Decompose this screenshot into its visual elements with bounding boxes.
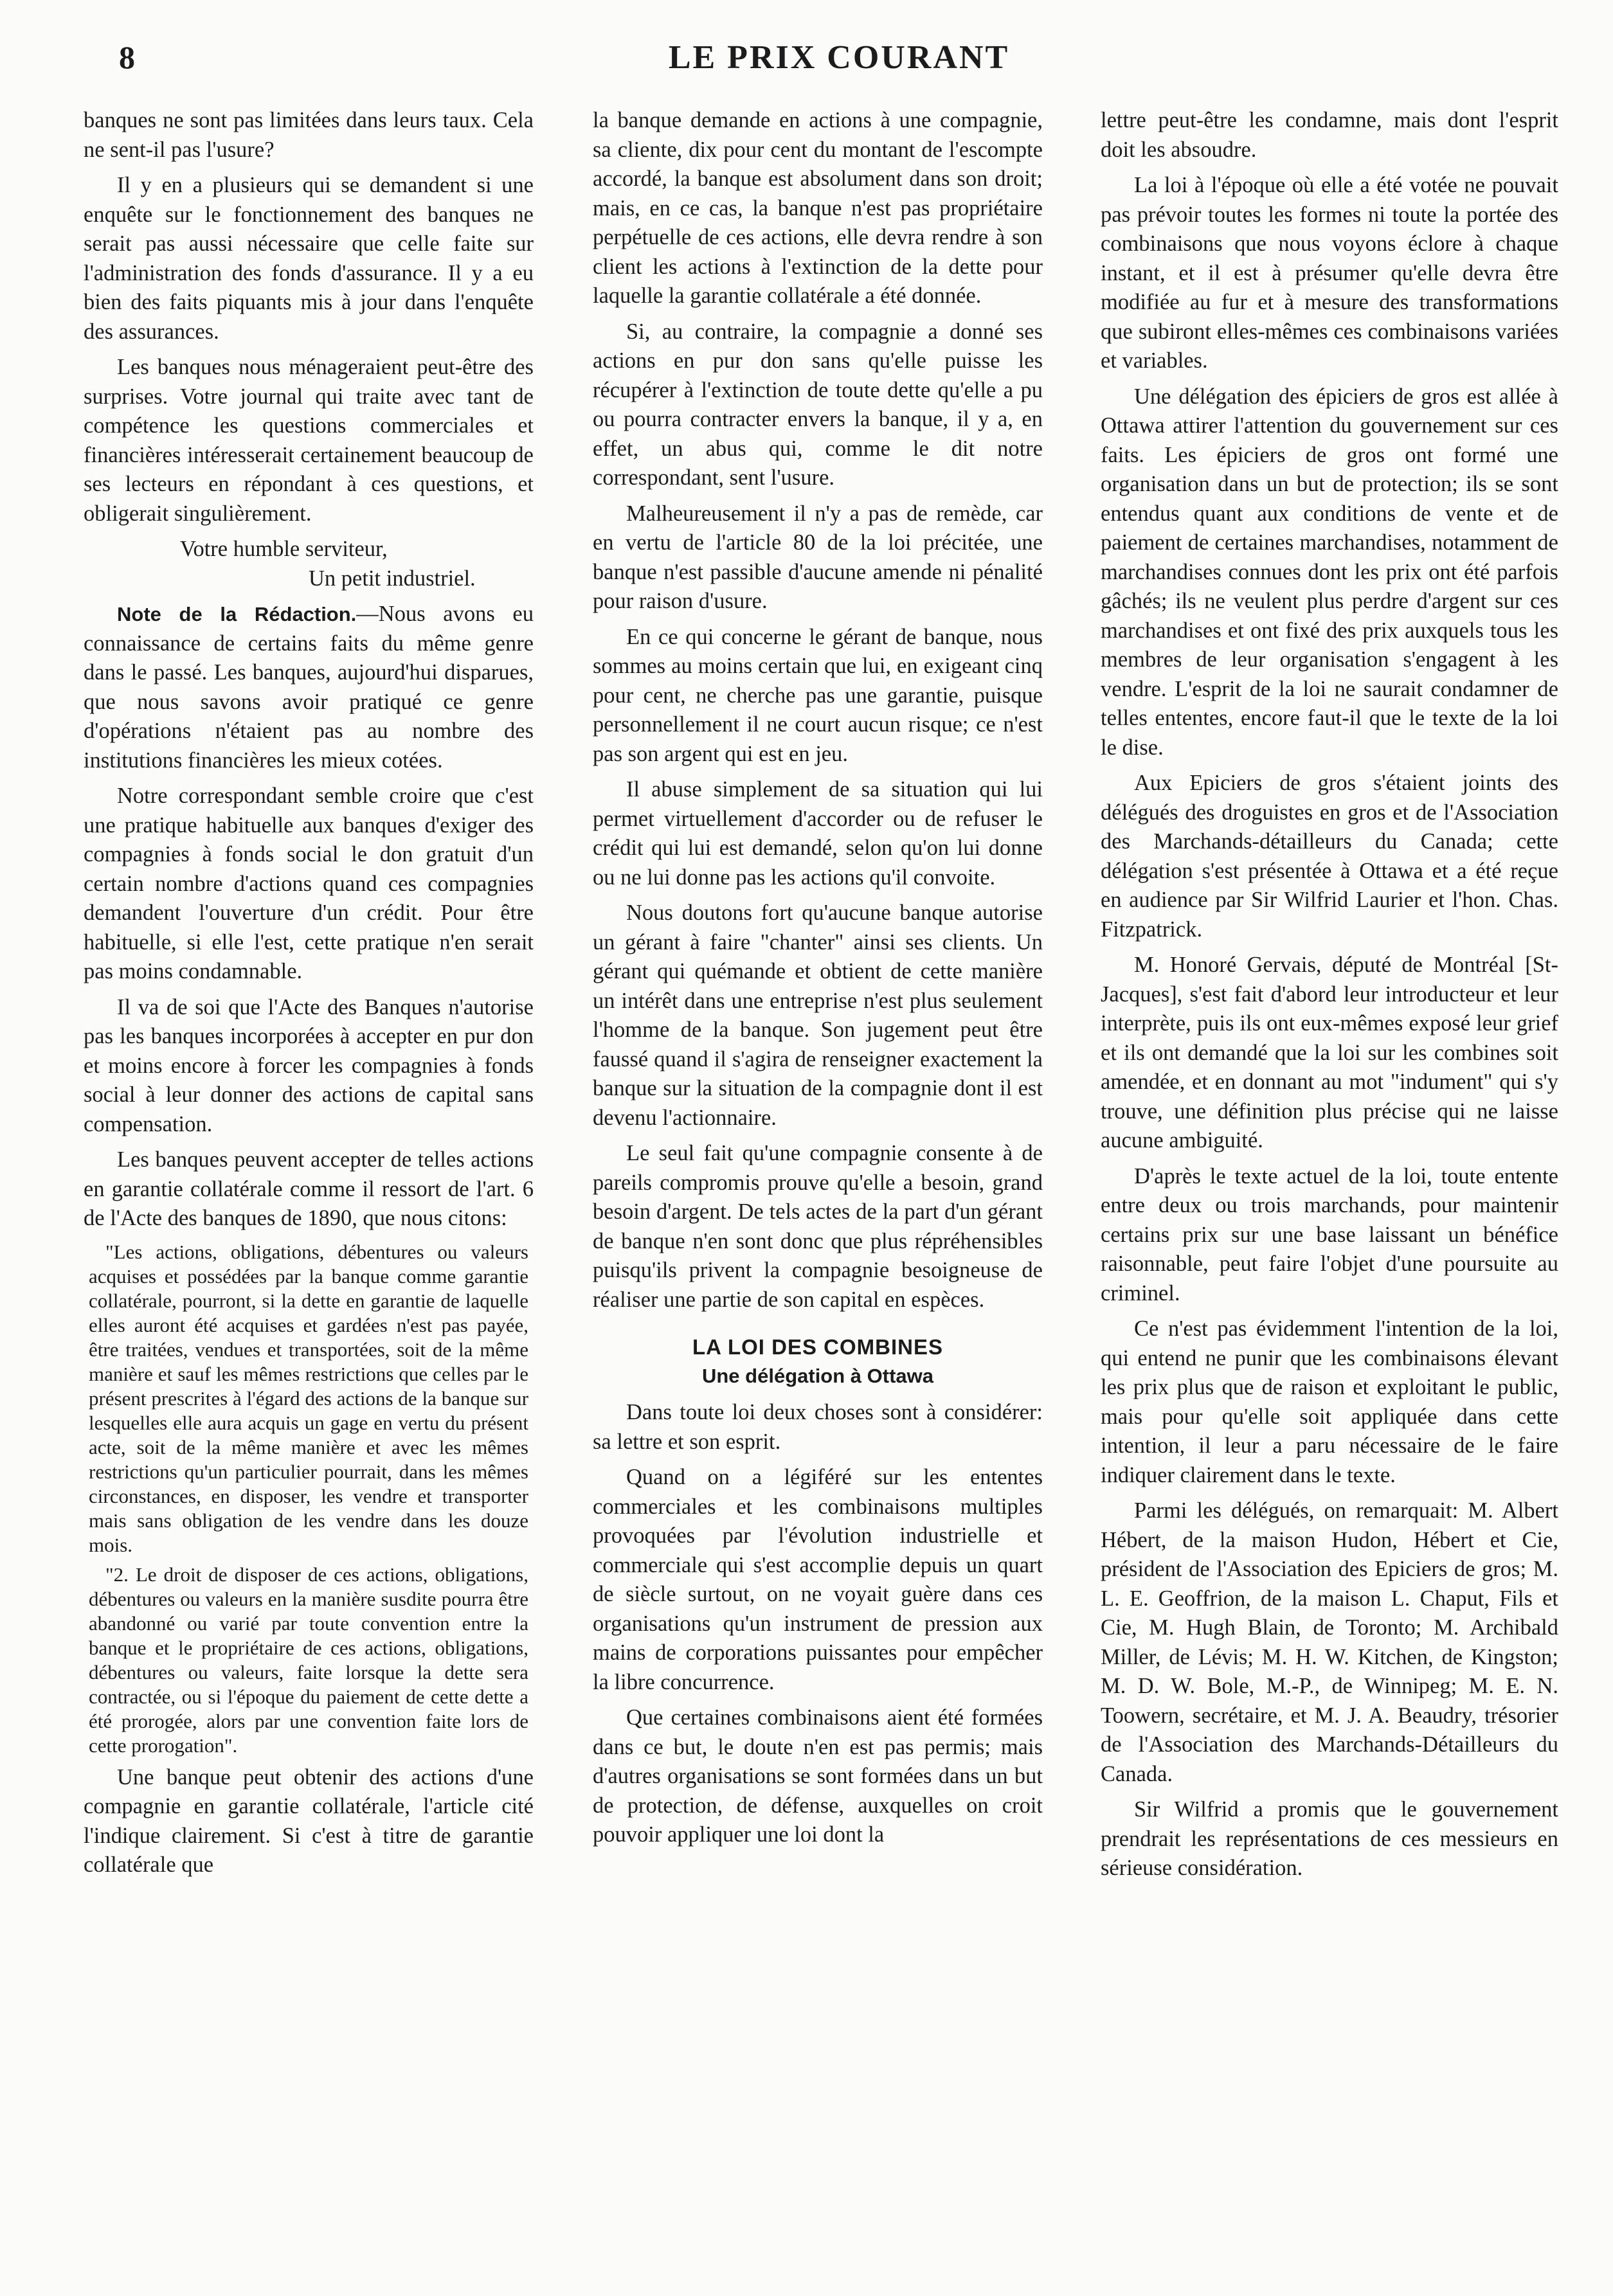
letter-closing: Votre humble serviteur, xyxy=(180,537,388,561)
law-quote: "Les actions, obligations, débentures ou valeurs acquises et possédées par la banque comme garantie collatérale, pourront, si la dette en garantie de laquelle elles auront été acquises et gardées n'est pas payée, être traitées, vendues et transportées, soit de la même manière et sauf les mêmes restrictions que celles par le présent prescrites à l'égard des actions de la banque sur lesquelles elle aura acquis un gage en vertu du présent acte, soit de la même manière et avec les mêmes restrictions qu'un particulier pourrait, dans les mêmes circonstances, en disposer, les vendre et transporter mais sans obligation de les vendre dans les douze mois. xyxy=(89,1240,528,1556)
paragraph: D'après le texte actuel de la loi, toute entente entre deux ou trois marchands, pour maintenir certains prix sur une base laissant un bénéfice raisonnable, peut faire l'objet d'une poursuite au criminel. xyxy=(1101,1163,1558,1305)
running-title: LE PRIX COURANT xyxy=(668,39,1010,76)
section-title: LA LOI DES COMBINES xyxy=(692,1335,943,1359)
law-quote: "2. Le droit de disposer de ces actions, obligations, débentures ou valeurs en la manière susdite pourra être abandonné ou varié par toute convention entre la banque et le propriétaire de ces actions, obligations, débentures ou valeurs, faite lorsque la dette sera contractée, ou si l'époque du paiement de cette dette a été prorogée, alors par une convention faite lors de cette prorogation". xyxy=(89,1563,528,1757)
column-3 xyxy=(1101,106,1558,2266)
paragraph: Les banques nous ménageraient peut-être des surprises. Votre journal qui traite avec tant de compétence les questions commerciales et financières intéresserait certainement beaucoup de ses lecteurs en répondant à ces questions, et obligerait singulièrement. xyxy=(84,355,534,526)
column-1 xyxy=(84,106,534,2266)
paragraph: la banque demande en actions à une compagnie, sa cliente, dix pour cent du montant de l'escompte accordé, la banque est absolument dans son droit; mais, en ce cas, la banque n'est pas propriétaire perpétuelle de ces actions, elle devra rendre à son client les actions à l'extinction de la dette pour laquelle la garantie collatérale a été donnée. xyxy=(593,108,1043,308)
section-subtitle: Une délégation à Ottawa xyxy=(701,1365,933,1387)
page-number: 8 xyxy=(119,39,135,75)
paragraph: Une délégation des épiciers de gros est allée à Ottawa attirer l'attention du gouvernement sur ces faits. Les épiciers de gros ont formé une organisation dans un but de protection; ils se sont entendus quant aux conditions de vente et de paiement de certaines marchandises, notamment de marchandises connues dont les prix ont été parfois gâchés; ils ne veulent plus perdre d'argent sur ces marchandises et ont fixé des prix auxquels tous les membres de leur organisation s'engagent à les vendre. L'esprit de la loi ne saurait condamner de telles ententes, encore faut-il que le texte de la loi le dise. xyxy=(1101,384,1558,760)
paragraph: banques ne sont pas limitées dans leurs taux. Cela ne sent-il pas l'usure? xyxy=(84,108,534,162)
column-2 xyxy=(593,106,1043,2266)
editor-note-label: Note de la Rédaction. xyxy=(117,603,357,625)
paragraph: Il abuse simplement de sa situation qui lui permet virtuellement d'accorder ou de refuser le crédit qui lui est demandé, selon qu'on lui donne ou ne lui donne pas les actions qu'il convoite. xyxy=(593,777,1043,890)
paragraph: M. Honoré Gervais, député de Montréal [St-Jacques], s'est fait d'abord leur introducteur et leur interprète, puis ils ont eux-mêmes exposé leur grief et ils ont demandé que la loi sur les combines soit amendée, et en donnant au mot "indument" qui s'y trouve, une définition plus précise qui ne laisse aucune ambiguité. xyxy=(1101,953,1558,1152)
paragraph: Nous doutons fort qu'aucune banque autorise un gérant à faire "chanter" ainsi ses clients. Un gérant qui quémande et obtient de cette manière un intérêt dans une entreprise n'est plus seulement l'homme de la banque. Son jugement peut être faussé quand il s'agira de renseigner exactement la banque sur la situation de la compagnie dont il est devenu l'actionnaire. xyxy=(593,901,1043,1130)
page-header xyxy=(119,33,1559,85)
paragraph: Parmi les délégués, on remarquait: M. Albert Hébert, de la maison Hudon, Hébert et Cie, président de l'Association des Epiciers de gros; M. L. E. Geoffrion, de la maison L. Chaput, Fils et Cie, M. Hugh Blain, de Toronto; M. Archibald Miller, de Lévis; M. H. W. Kitchen, de Kingston; M. D. W. Bole, M.-P., de Winnipeg; M. E. N. Toowern, secrétaire, et M. J. A. Beaudry, trésorier de l'Association des Marchands-Détailleurs du Canada. xyxy=(1101,1498,1558,1786)
paragraph: Les banques peuvent accepter de telles actions en garantie collatérale comme il ressort de l'art. 6 de l'Acte des banques de 1890, que nous citons: xyxy=(84,1147,534,1230)
paragraph: lettre peut-être les condamne, mais dont l'esprit doit les absoudre. xyxy=(1101,108,1558,162)
paragraph: Notre correspondant semble croire que c'est une pratique habituelle aux banques d'exiger des compagnies à fonds social le don gratuit d'un certain nombre d'actions quand ces compagnies demandent l'ouverture d'un crédit. Pour être habituelle, si elle l'est, cette pratique n'en serait pas moins condamnable. xyxy=(84,784,534,983)
paragraph: Aux Epiciers de gros s'étaient joints des délégués des droguistes en gros et de l'Association des Marchands-détailleurs du Canada; cette délégation s'est présentée à Ottawa et a été reçue en audience par Sir Wilfrid Laurier et l'hon. Chas. Fitzpatrick. xyxy=(1101,771,1558,942)
paragraph: En ce qui concerne le gérant de banque, nous sommes au moins certain que lui, en exigeant cinq pour cent, ne cherche pas une garantie, puisque personnellement il ne court aucun risque; ce n'est pas son argent qui est en jeu. xyxy=(593,624,1043,766)
paragraph: Si, au contraire, la compagnie a donné ses actions en pur don sans qu'elle puisse les récupérer à l'extinction de toute dette qu'elle a pu ou pourra contracter envers la banque, il y a, en effet, un abus qui, comme le dit notre correspondant, sent l'usure. xyxy=(593,319,1043,490)
paragraph: Ce n'est pas évidemment l'intention de la loi, qui entend ne punir que les combinaisons élevant les prix plus que de raison et exploitant le public, mais pour qu'elle soit appliquée dans cette intention, il leur a paru nécessaire de le faire indiquer clairement dans le texte. xyxy=(1101,1316,1558,1487)
paragraph: Malheureusement il n'y a pas de remède, car en vertu de l'article 80 de la loi précitée, une banque n'est passible d'aucune amende ni pénalité pour raison d'usure. xyxy=(593,501,1043,613)
paragraph: Il y en a plusieurs qui se demandent si une enquête sur le fonctionnement des banques ne serait pas aussi nécessaire que celle faite sur l'administration des fonds d'assurance. Il y a eu bien des faits piquants mis à jour dans l'enquête des assurances. xyxy=(84,173,534,344)
editor-note-text: —Nous avons eu connaissance de certains faits du même genre dans le passé. Les banques, aujourd'hui disparues, que nous savons avoir pratiqué ce genre d'opérations n'étaient pas au nombre des institutions financières les mieux cotées. xyxy=(84,602,534,773)
paragraph: Sir Wilfrid a promis que le gouvernement prendrait les représentations de ces messieurs en sérieuse considération. xyxy=(1101,1797,1558,1880)
paragraph: Il va de soi que l'Acte des Banques n'autorise pas les banques incorporées à accepter en pur don et moins encore à forcer les compagnies à fonds social à leur donner des actions de capital sans compensation. xyxy=(84,994,534,1136)
paragraph: Dans toute loi deux choses sont à considérer: sa lettre et son esprit. xyxy=(593,1400,1043,1454)
paragraph: Que certaines combinaisons aient été formées dans ce but, le doute n'en est pas permis; mais d'autres organisations se sont formées dans un but de protection, de défense, auxquelles on croit pouvoir appliquer une loi dont la xyxy=(593,1705,1043,1847)
paragraph: La loi à l'époque où elle a été votée ne pouvait pas prévoir toutes les formes ni toute la portée des combinaisons que nous voyons éclore à chaque instant, et il est à présumer qu'elle devra être modifiée au fur et à mesure des transformations que subiront elles-mêmes ces combinaisons variées et variables. xyxy=(1101,173,1558,373)
editor-note xyxy=(84,600,534,775)
paragraph: Le seul fait qu'une compagnie consente à de pareils compromis prouve qu'elle a besoin, grand besoin d'argent. De tels actes de la part d'un gérant de banque n'en sont donc que plus répréhensibles puisqu'ils privent la compagnie besoigneuse de réaliser une partie de son capital en espèces. xyxy=(593,1141,1043,1312)
paragraph: Quand on a légiféré sur les ententes commerciales et les combinaisons multiples provoquées par l'évolution industrielle et commerciale qui s'est accomplie depuis un quart de siècle surtout, on ne voyait guère dans ces organisations qu'un instrument de pression aux mains de corporations puissantes pour empêcher la libre concurrence. xyxy=(593,1465,1043,1694)
paragraph: Une banque peut obtenir des actions d'une compagnie en garantie collatérale, l'article cité l'indique clairement. Si c'est à titre de garantie collatérale que xyxy=(84,1764,534,1877)
letter-signature: Un petit industriel. xyxy=(309,566,476,591)
